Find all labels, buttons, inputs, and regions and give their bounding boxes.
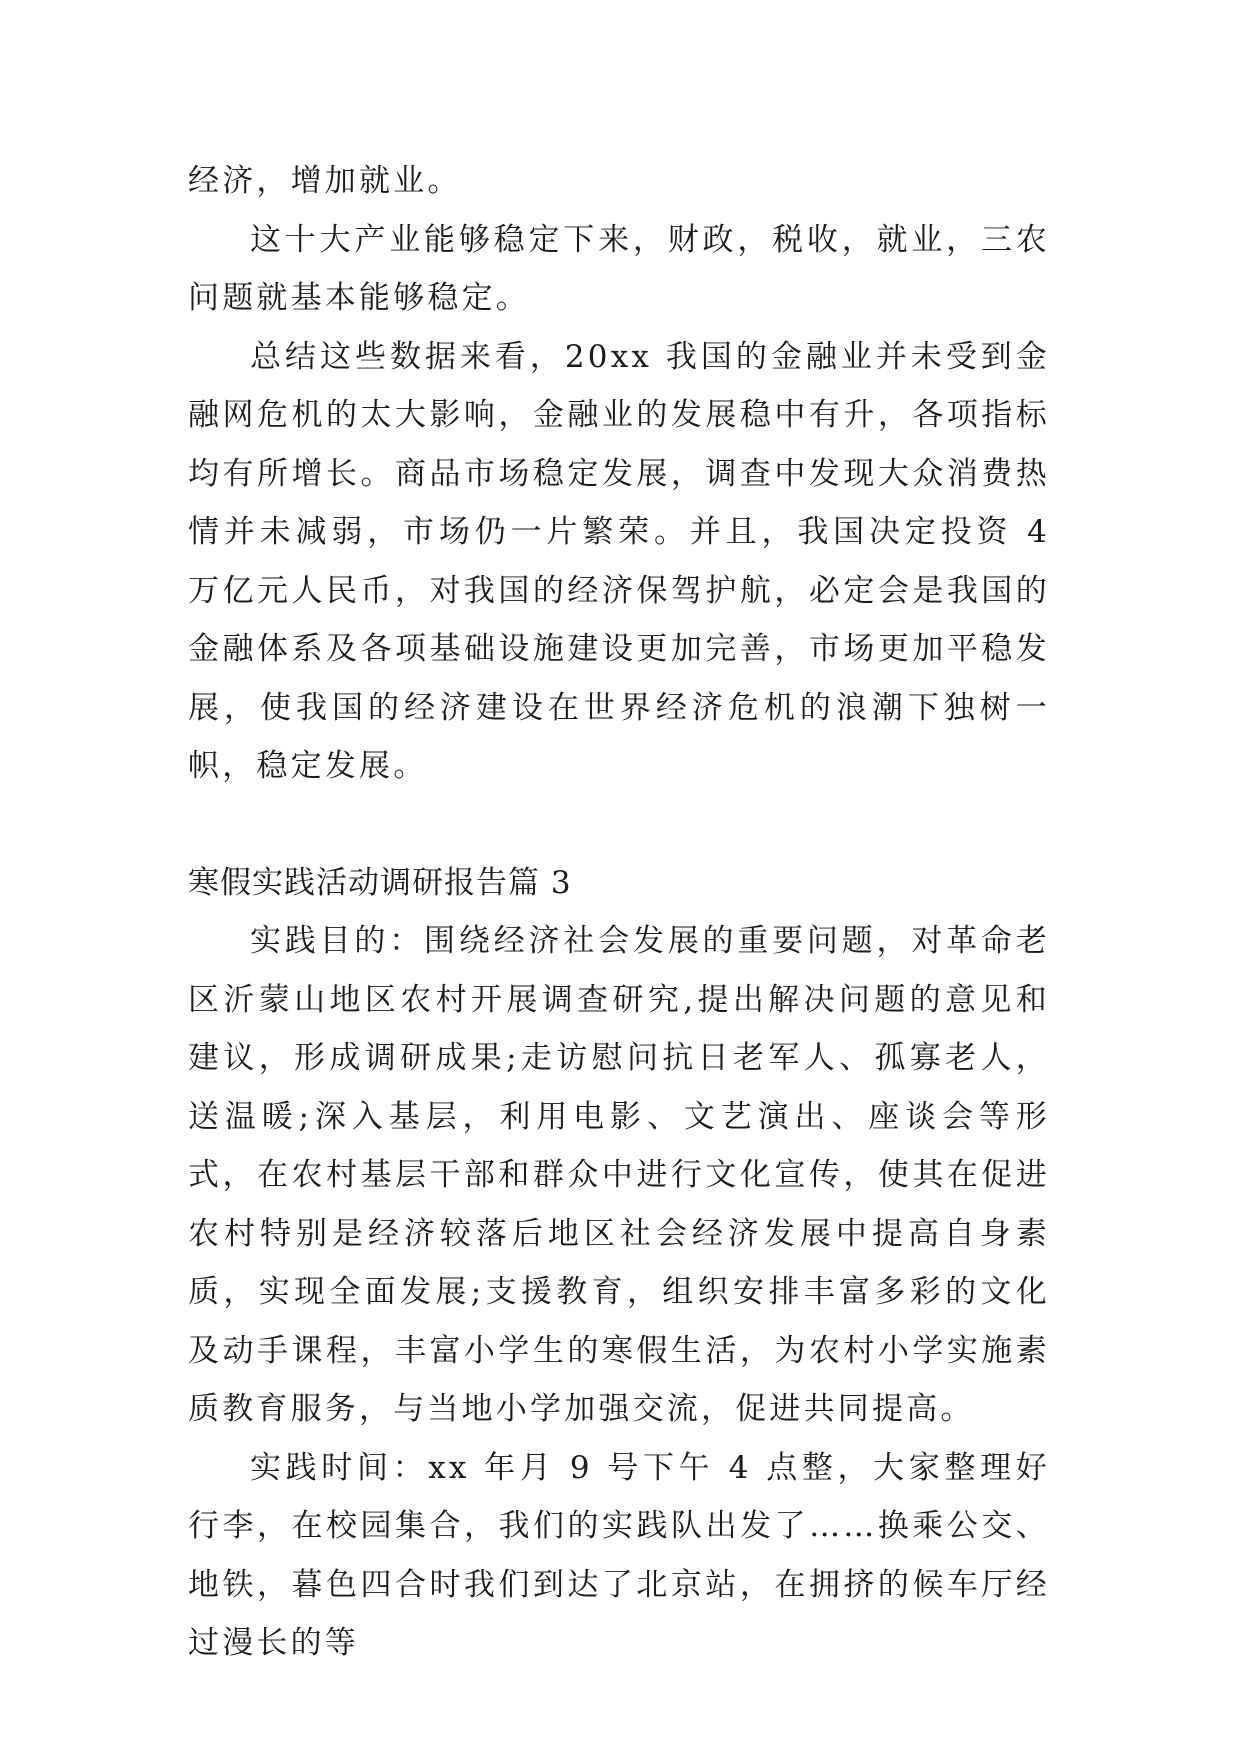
document-body — [188, 152, 1050, 1673]
paragraph-continued: 经济，增加就业。 — [188, 163, 462, 199]
paragraph-time: 实践时间：xx 年月 9 号下午 4 点整，大家整理好行李，在校园集合，我们的实践队出发了……换乘公交、地铁，暮色四合时我们到达了北京站，在拥挤的候车厅经过漫长的等 — [188, 1449, 1050, 1661]
paragraph-purpose: 实践目的：围绕经济社会发展的重要问题，对革命老区沂蒙山地区农村开展调查研究,提出解决问题的意见和建议，形成调研成果;走访慰问抗日老军人、孤寡老人，送温暖;深入基层，利用电影、文艺演出、座谈会等形式，在农村基层干部和群众中进行文化宣传，使其在促进农村特别是经济较落后地区社会经济发展中提高自身素质，实现全面发展;支援教育，组织安排丰富多彩的文化及动手课程，丰富小学生的寒假生活，为农村小学实施素质教育服务，与当地小学加强交流，促进共同提高。 — [188, 923, 1050, 1427]
paragraph-summary: 总结这些数据来看，20xx 我国的金融业并未受到金融网危机的太大影响，金融业的发展稳中有升，各项指标均有所增长。商品市场稳定发展，调查中发现大众消费热情并未减弱，市场仍一片繁荣。并且，我国决定投资 4 万亿元人民币，对我国的经济保驾护航，必定会是我国的金融体系及各项基础设施建设更加完善，市场更加平稳发展，使我国的经济建设在世界经济危机的浪潮下独树一帜，稳定发展。 — [188, 338, 1050, 784]
paragraph-industries: 这十大产业能够稳定下来，财政，税收，就业，三农问题就基本能够稳定。 — [188, 221, 1050, 316]
section-heading: 寒假实践活动调研报告篇 3 — [188, 864, 572, 901]
